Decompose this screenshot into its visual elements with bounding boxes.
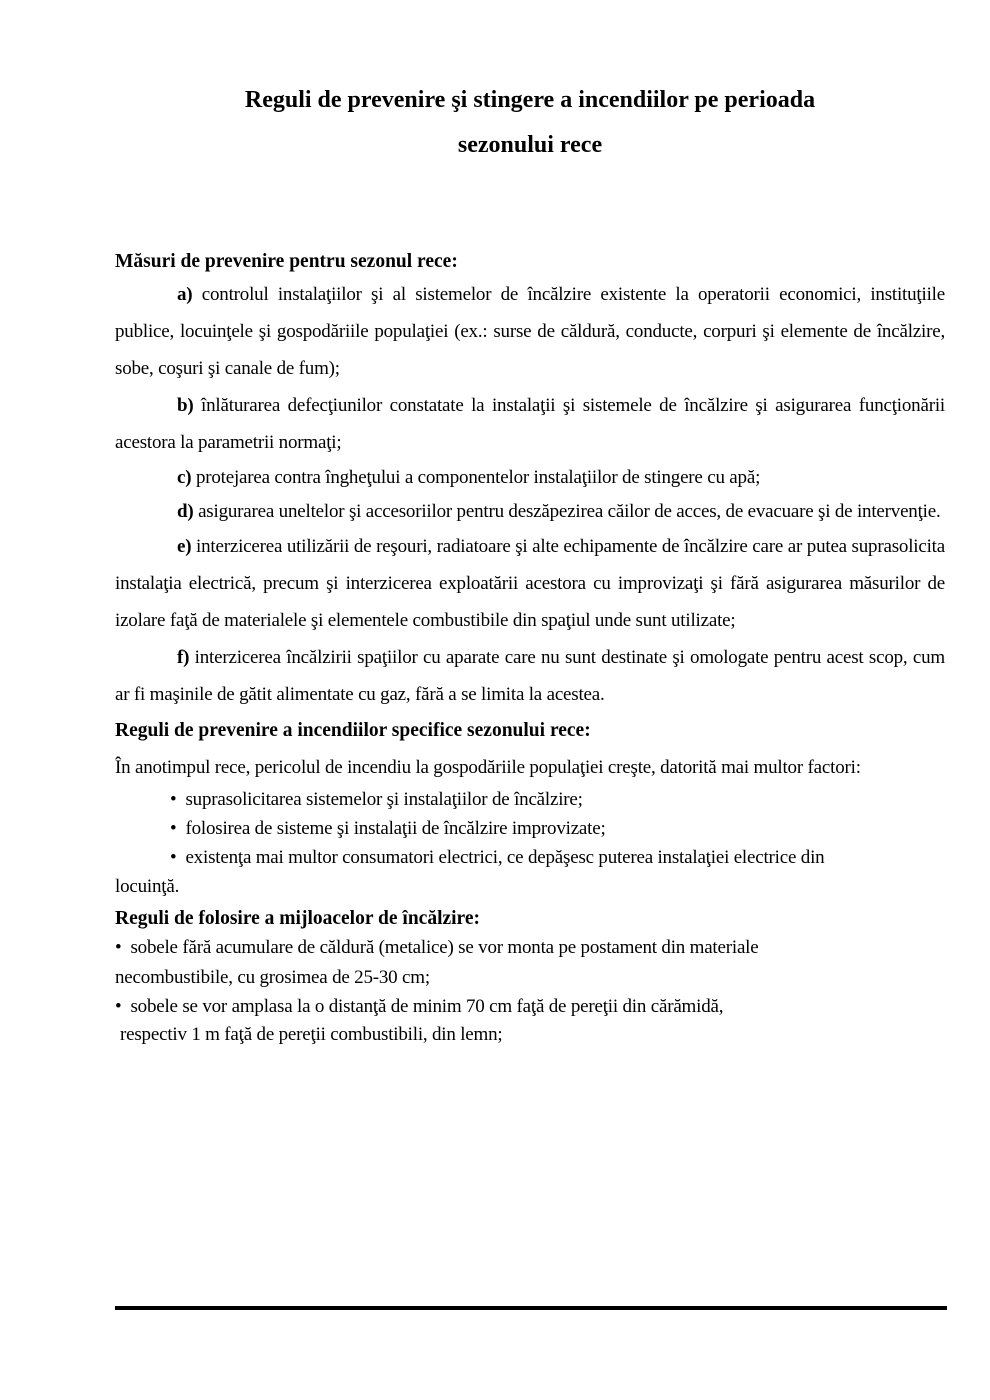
bullet-icon: •	[115, 937, 122, 958]
bullet-text-consumers: existenţa mai multor consumatori electrici, ce depăşesc puterea instalaţiei electrice din	[185, 847, 825, 868]
item-label-f: f)	[177, 647, 190, 668]
item-text-e: interzicerea utilizării de reşouri, radiatoare şi alte echipamente de încălzire care ar putea suprasolicita instalaţia electrică, precum şi interzicerea exploatării acestora cu improvizaţi şi fără asigurarea măsurilor de izolare faţă de materialele şi elementele combustibile din spaţiul unde sunt utilizate;	[115, 536, 945, 631]
section-heading-specific: Reguli de prevenire a incendiilor specifice sezonului rece:	[115, 720, 591, 741]
document-title-line1: Reguli de prevenire şi stingere a incendiilor pe perioada	[244, 87, 816, 113]
bullet-item-metal-stoves	[115, 933, 945, 993]
paragraph-item-a	[115, 276, 945, 387]
footer-divider	[115, 1306, 947, 1310]
bullet-icon: •	[170, 789, 177, 810]
item-label-d: d)	[177, 501, 194, 522]
paragraph-item-b	[115, 387, 945, 461]
bullet-icon: •	[170, 847, 177, 868]
document-title	[115, 78, 945, 168]
item-text-c: protejarea contra îngheţului a componentelor instalaţiilor de stingere cu apă;	[195, 467, 761, 488]
item-label-a: a)	[177, 284, 193, 305]
paragraph-item-c	[115, 461, 945, 495]
bullet-text-stove-distance: sobele se vor amplasa la o distanţă de minim 70 cm faţă de pereţii din cărămidă,	[130, 996, 724, 1017]
bullet-text-overload: suprasolicitarea sistemelor şi instalaţiilor de încălzire;	[185, 789, 583, 810]
item-text-d: asigurarea uneltelor şi accesoriilor pentru deszăpezirea căilor de acces, de evacuare şi de intervenţie.	[198, 501, 941, 522]
bullet-text-improvised: folosirea de sisteme şi instalaţii de încălzire improvizate;	[185, 818, 606, 839]
paragraph-intro: În anotimpul rece, pericolul de incendiu la gospodăriile populaţiei creşte, datorită mai multor factori:	[115, 757, 861, 778]
bullet-text-metal-stoves: sobele fără acumulare de căldură (metalice) se vor monta pe postament din materiale	[130, 937, 759, 958]
bullet-item-consumers	[115, 843, 945, 901]
item-text-b: înlăturarea defecţiunilor constatate la instalaţii şi sistemele de încălzire şi asigurarea funcţionării acestora la parametrii normaţi;	[115, 395, 945, 453]
bullet-item-stove-distance	[115, 993, 945, 1049]
item-label-c: c)	[177, 467, 192, 488]
paragraph-item-e	[115, 528, 945, 639]
paragraph-item-d	[115, 495, 945, 528]
bullet-text-stove-distance-cont: respectiv 1 m faţă de pereţii combustibili, din lemn;	[120, 1024, 503, 1045]
item-text-a: controlul instalaţiilor şi al sistemelor de încălzire existente la operatorii economici, instituţiile publice, locuinţele şi gospodăriile populaţiei (ex.: surse de căldură, conducte, corpuri şi elemente de încălzire, sobe, coşuri şi canale de fum);	[115, 284, 945, 379]
bullet-text-metal-stoves-cont: necombustibile, cu grosimea de 25-30 cm;	[115, 967, 430, 988]
bullet-text-consumers-cont: locuinţă.	[115, 876, 180, 897]
bullet-item-improvised	[115, 814, 945, 843]
section-heading-usage: Reguli de folosire a mijloacelor de încălzire:	[115, 908, 481, 929]
item-label-b: b)	[177, 395, 194, 416]
document-title-line2: sezonului rece	[457, 132, 603, 158]
item-label-e: e)	[177, 536, 192, 557]
section-heading-prevention: Măsuri de prevenire pentru sezonul rece:	[115, 251, 458, 272]
bullet-item-overload	[115, 785, 945, 814]
bullet-icon: •	[170, 818, 177, 839]
bullet-icon: •	[115, 996, 122, 1017]
paragraph-item-f	[115, 639, 945, 713]
item-text-f: interzicerea încălzirii spaţiilor cu aparate care nu sunt destinate şi omologate pentru acest scop, cum ar fi maşinile de gătit alimentate cu gaz, fără a se limita la acestea.	[115, 647, 945, 705]
